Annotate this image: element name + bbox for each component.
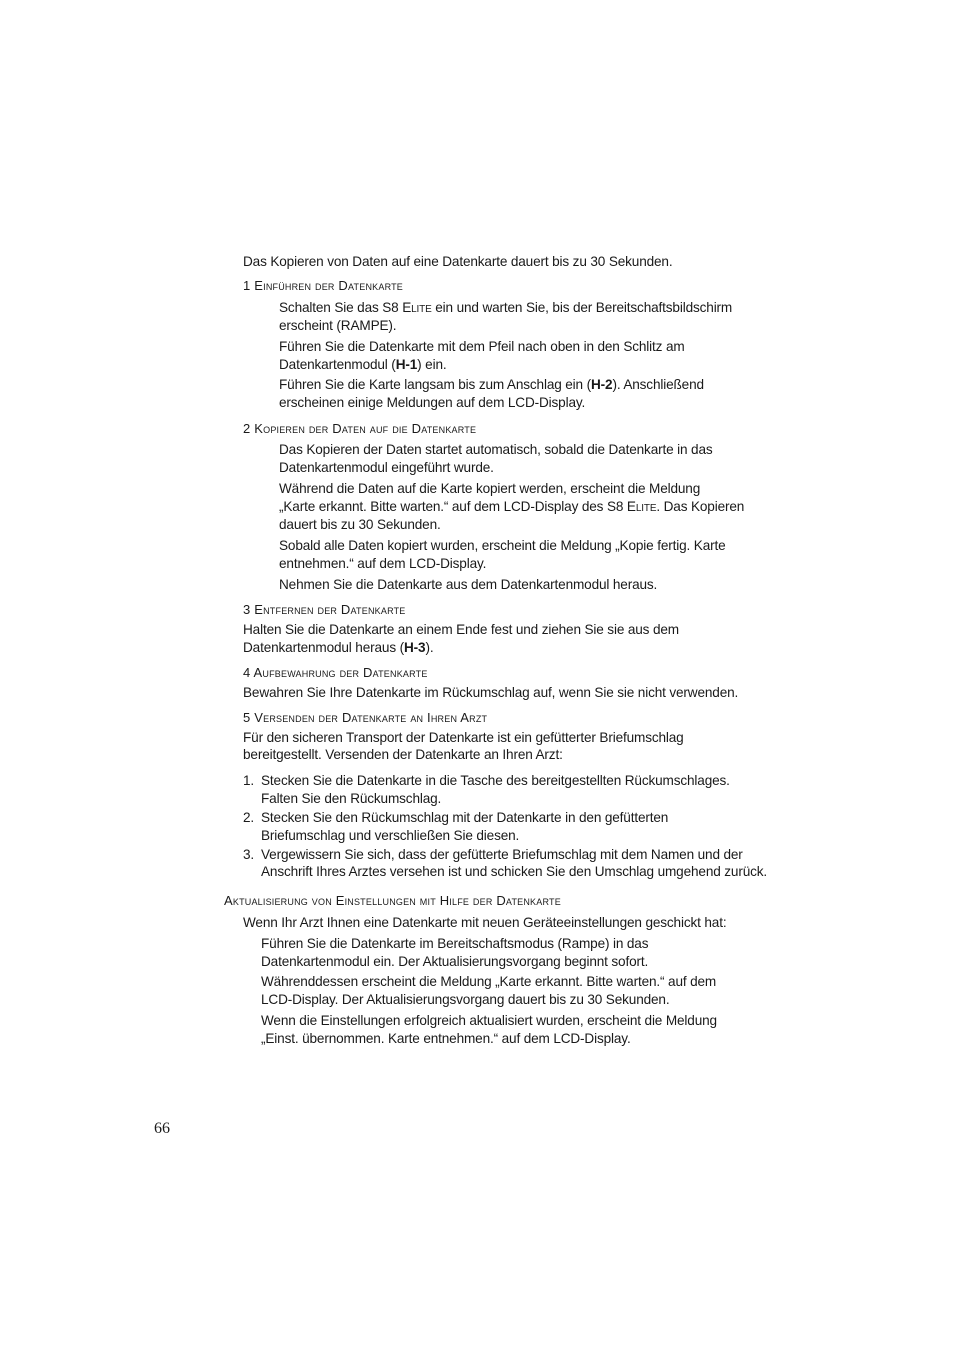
sec3-line1: Halten Sie die Datenkarte an einem Ende fest und ziehen Sie sie aus dem — [243, 622, 679, 637]
sec1-p3-line1: Führen Sie die Karte langsam bis zum Anschlag ein (H-2). Anschließend — [279, 377, 704, 392]
sec2-p2-line3: dauert bis zu 30 Sekunden. — [279, 517, 441, 532]
figure-ref: H-3 — [403, 640, 426, 655]
update-heading: Aktualisierung von Einstellungen mit Hilfe der Datenkarte — [224, 893, 561, 908]
list-item-number: 1. — [243, 773, 255, 788]
update-p2-line2: LCD-Display. Der Aktualisierungsvorgang dauert bis zu 30 Sekunden. — [261, 992, 670, 1007]
sec2-p2-line2: „Karte erkannt. Bitte warten.“ auf dem LCD-Display des S8 Elite. Das Kopieren — [279, 499, 745, 514]
update-p1-line1: Führen Sie die Datenkarte im Bereitschaftsmodus (Rampe) in das — [261, 936, 649, 951]
update-p3-line1: Wenn die Einstellungen erfolgreich aktualisiert wurden, erscheint die Meldung — [261, 1013, 717, 1028]
brand-name: S8 Elite — [606, 499, 657, 514]
list-item-line2: Anschrift Ihres Arztes versehen ist und schicken Sie den Umschlag umgehend zurück. — [261, 864, 768, 879]
sec2-p2-line1: Während die Daten auf die Karte kopiert werden, erscheint die Meldung — [279, 481, 701, 496]
page-number: 66 — [154, 1120, 170, 1137]
list-item-number: 3. — [243, 847, 255, 862]
section-heading-5: 5 Versenden der Datenkarte an Ihren Arzt — [243, 710, 488, 725]
update-p2-line1: Währenddessen erscheint die Meldung „Karte erkannt. Bitte warten.“ auf dem — [261, 974, 717, 989]
sec2-p1-line1: Das Kopieren der Daten startet automatisch, sobald die Datenkarte in das — [279, 442, 713, 457]
sec1-p1-line2: erscheint (RAMPE). — [279, 318, 397, 333]
sec1-p1-line1: Schalten Sie das S8 Elite ein und warten Sie, bis der Bereitschaftsbildschirm — [279, 300, 733, 315]
list-item-line1: Vergewissern Sie sich, dass der gefütterte Briefumschlag mit dem Namen und der — [261, 847, 743, 862]
list-item-line2: Briefumschlag und verschließen Sie diesen. — [261, 828, 520, 843]
sec4-line1: Bewahren Sie Ihre Datenkarte im Rückumschlag auf, wenn Sie sie nicht verwenden. — [243, 685, 739, 700]
section-heading-2: 2 Kopieren der Daten auf die Datenkarte — [243, 421, 477, 436]
figure-ref: H-2 — [590, 377, 613, 392]
figure-ref: H-1 — [395, 357, 418, 372]
section-heading-1: 1 Einführen der Datenkarte — [243, 278, 404, 293]
list-item-line2: Falten Sie den Rückumschlag. — [261, 791, 442, 806]
sec2-p1-line2: Datenkartenmodul eingeführt wurde. — [279, 460, 494, 475]
sec1-p3-line2: erscheinen einige Meldungen auf dem LCD-Display. — [279, 395, 586, 410]
sec2-p4: Nehmen Sie die Datenkarte aus dem Datenkartenmodul heraus. — [279, 577, 658, 592]
section-heading-4: 4 Aufbewahrung der Datenkarte — [243, 665, 428, 680]
sec5-line2: bereitgestellt. Versenden der Datenkarte an Ihren Arzt: — [243, 747, 563, 762]
sec2-p3-line2: entnehmen.“ auf dem LCD-Display. — [279, 556, 487, 571]
list-item-line1: Stecken Sie den Rückumschlag mit der Datenkarte in den gefütterten — [261, 810, 669, 825]
sec2-p3-line1: Sobald alle Daten kopiert wurden, erscheint die Meldung „Kopie fertig. Karte — [279, 538, 726, 553]
list-item-number: 2. — [243, 810, 255, 825]
intro-text: Das Kopieren von Daten auf eine Datenkarte dauert bis zu 30 Sekunden. — [243, 254, 673, 269]
sec5-line1: Für den sicheren Transport der Datenkarte ist ein gefütterter Briefumschlag — [243, 730, 684, 745]
sec3-line2: Datenkartenmodul heraus (H-3). — [243, 640, 434, 655]
update-intro: Wenn Ihr Arzt Ihnen eine Datenkarte mit neuen Geräteeinstellungen geschickt hat: — [243, 915, 727, 930]
update-p1-line2: Datenkartenmodul ein. Der Aktualisierungsvorgang beginnt sofort. — [261, 954, 649, 969]
update-p3-line2: „Einst. übernommen. Karte entnehmen.“ auf dem LCD-Display. — [261, 1031, 631, 1046]
brand-name: S8 Elite — [382, 300, 432, 315]
list-item-line1: Stecken Sie die Datenkarte in die Tasche des bereitgestellten Rückumschlages. — [261, 773, 730, 788]
section-heading-3: 3 Entfernen der Datenkarte — [243, 602, 406, 617]
sec1-p2-line2: Datenkartenmodul (H-1) ein. — [279, 357, 447, 372]
sec1-p2-line1: Führen Sie die Datenkarte mit dem Pfeil nach oben in den Schlitz am — [279, 339, 685, 354]
